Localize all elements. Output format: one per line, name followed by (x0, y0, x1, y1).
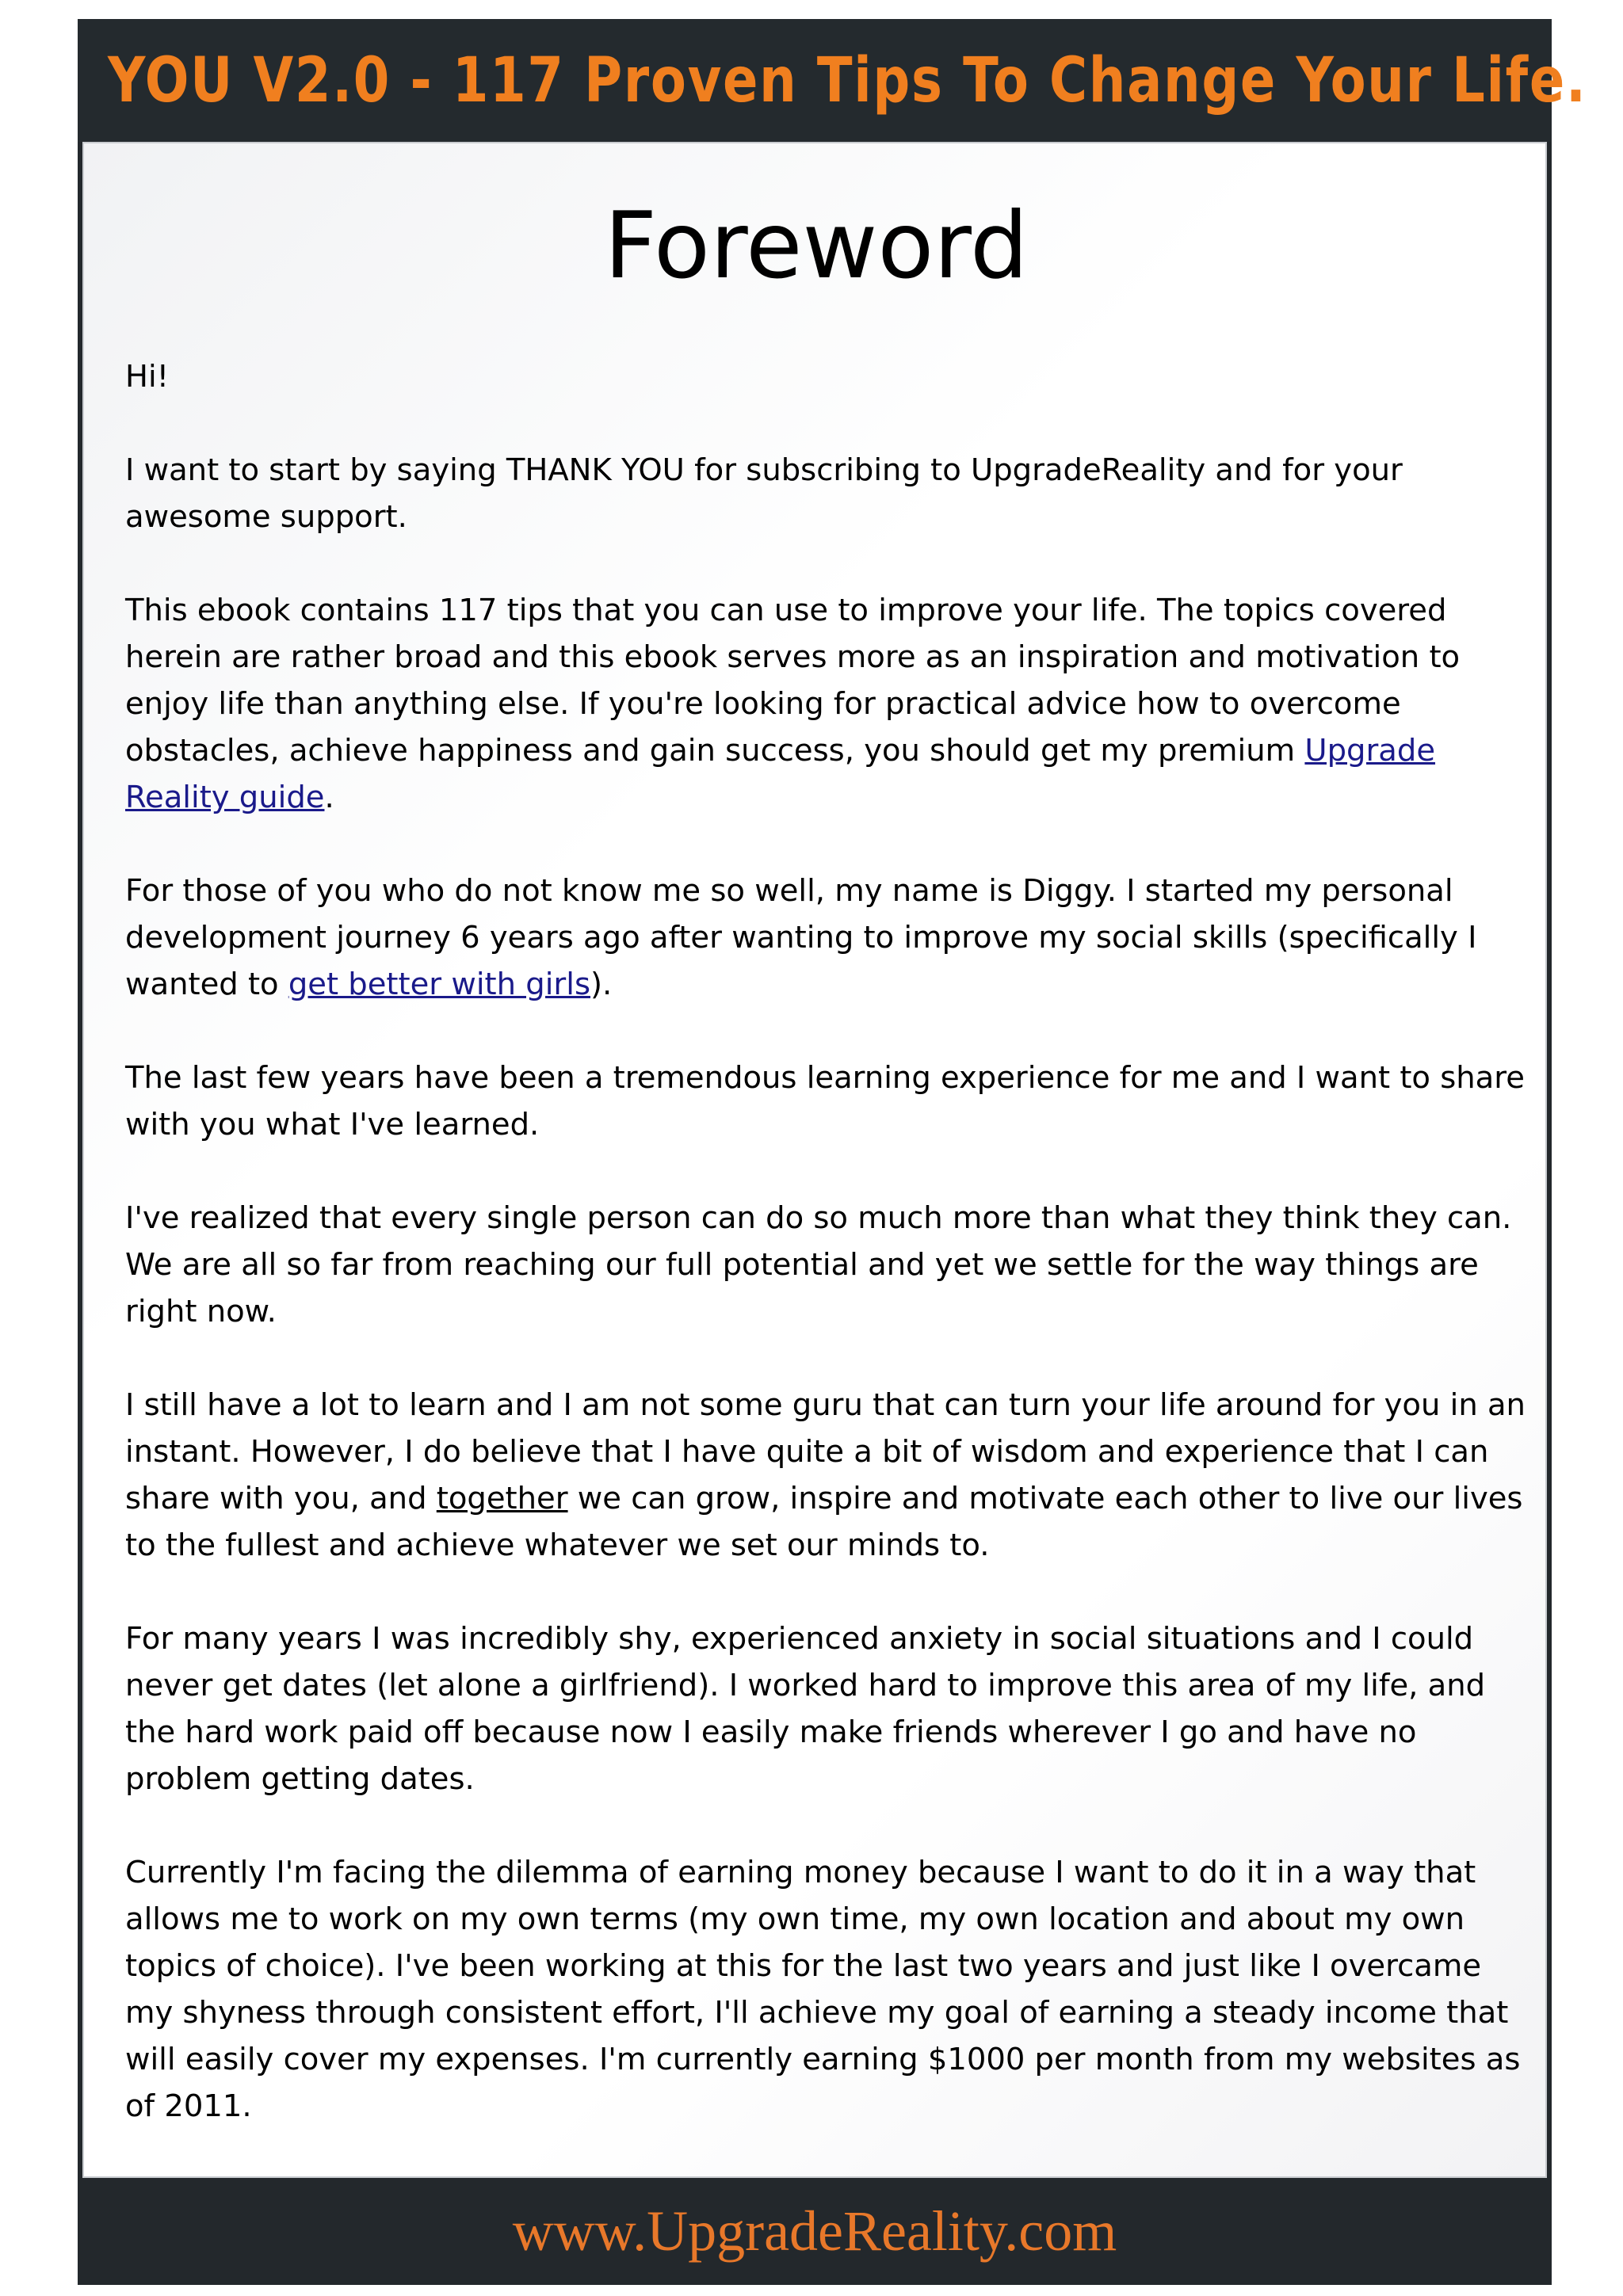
ebook-intro-text: This ebook contains 117 tips that you can use to improve your life. The topics covered herein are rather broad and this ebook serves more as an inspiration and motivation to enjoy life than anything else. If you're looking for practical advice how to overcome obstacles, achieve happiness and gain success, you should get my premium (125, 593, 1461, 769)
header-band (78, 19, 1587, 142)
greeting-paragraph: Hi! (125, 359, 170, 395)
together-end: we can grow, inspire and motivate each other to live our lives to the fullest and achieve whatever we set our minds to. (125, 1481, 1523, 1563)
ebook-intro-end: . (324, 780, 334, 815)
earning-money-paragraph: Currently I'm facing the dilemma of earning money because I want to do it in a way that allows me to work on my own terms (my own time, my own location and about my own topics of choice). I've been working at this for the last two years and just like I overcame my shyness through consistent effort, I'll achieve my goal of earning a steady income that will easily cover my expenses. I'm currently earning $1000 per month from my websites as of 2011. (125, 1855, 1521, 2124)
page-frame (78, 19, 1587, 2285)
about-author-text: For those of you who do not know me so well, my name is Diggy. I started my personal development journey 6 years ago after wanting to improve my social skills (specifically I wanted to (125, 873, 1477, 1002)
thank-you-paragraph: I want to start by saying THANK YOU for subscribing to UpgradeReality and for your awesome support. (125, 452, 1403, 535)
header-title: YOU V2.0 - 117 Proven Tips To Change Your Life. (108, 45, 1587, 116)
footer-website-url[interactable]: www.UpgradeReality.com (512, 2199, 1117, 2263)
page-title: Foreword (604, 193, 1029, 299)
get-better-with-girls-link[interactable]: get better with girls (288, 967, 591, 1002)
content-panel (82, 142, 1547, 2178)
together-text: I still have a lot to learn and I am not some guru that can turn your life around for you in an instant. However, I do believe that I have quite a bit of wisdom and experience that I can share with you, and (125, 1387, 1526, 1516)
shyness-paragraph: For many years I was incredibly shy, experienced anxiety in social situations and I could never get dates (let alone a girlfriend). I worked hard to improve this area of my life, and the hard work paid off because now I easily make friends wherever I go and have no problem getting dates. (125, 1621, 1486, 1797)
footer-band (78, 2178, 1552, 2285)
about-author-end: ). (590, 967, 613, 1002)
foreword-body (125, 353, 1536, 2176)
together-emphasis: together (436, 1481, 568, 1516)
about-author-paragraph (125, 868, 1536, 1008)
upgrade-reality-guide-link[interactable]: Upgrade Reality guide (125, 733, 1436, 815)
together-paragraph (125, 1382, 1536, 1569)
learning-experience-paragraph: The last few years have been a tremendous learning experience for me and I want to share with you what I've learned. (125, 1060, 1525, 1142)
potential-paragraph: I've realized that every single person can do so much more than what they think they can. We are all so far from reaching our full potential and yet we settle for the way things are right now. (125, 1200, 1512, 1329)
ebook-intro-paragraph (125, 587, 1536, 821)
